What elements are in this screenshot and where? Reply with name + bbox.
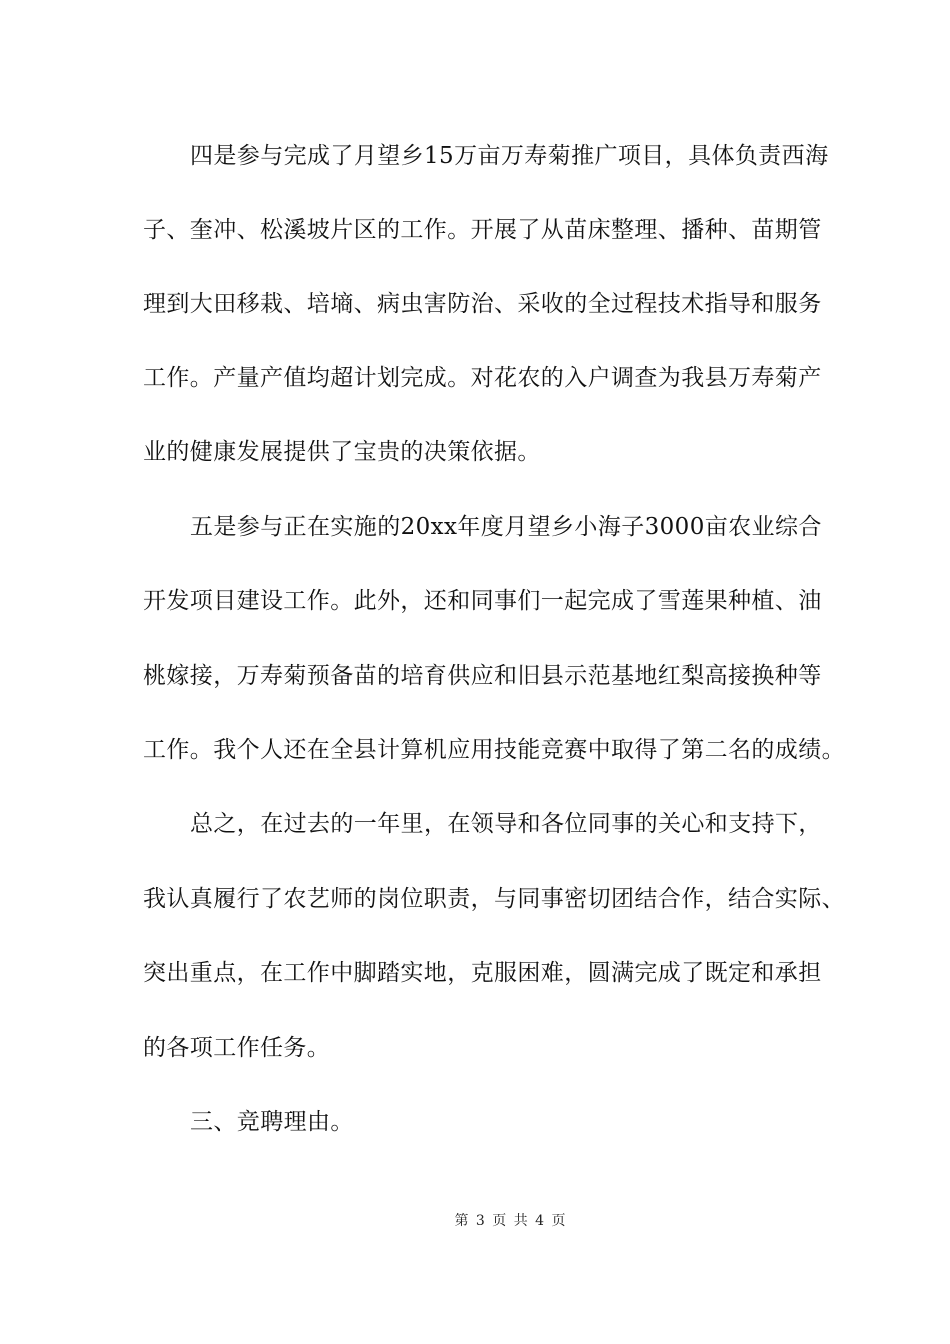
paragraph-summary-line-1: 总之，在过去的一年里，在领导和各位同事的关心和支持下， — [190, 811, 822, 837]
section-heading: 三、竞聘理由。 — [190, 1109, 354, 1135]
page-number-footer: 第 3 页 共 4 页 — [454, 1213, 566, 1229]
paragraph-4-line-3: 理到大田移栽、培墒、病虫害防治、采收的全过程技术指导和服务 — [143, 291, 822, 317]
paragraph-5-line-1: 五是参与正在实施的20xx年度月望乡小海子3000亩农业综合 — [190, 514, 822, 540]
paragraph-summary-line-4: 的各项工作任务。 — [143, 1035, 331, 1061]
paragraph-4-line-5: 业的健康发展提供了宝贵的决策依据。 — [143, 439, 541, 465]
paragraph-4-line-1: 四是参与完成了月望乡15万亩万寿菊推广项目，具体负责西海 — [190, 143, 829, 169]
paragraph-4-line-4: 工作。产量产值均超计划完成。对花农的入户调查为我县万寿菊产 — [143, 365, 822, 391]
paragraph-5-line-4: 工作。我个人还在全县计算机应用技能竞赛中取得了第二名的成绩。 — [143, 737, 845, 763]
paragraph-5-line-2: 开发项目建设工作。此外，还和同事们一起完成了雪莲果种植、油 — [143, 588, 822, 614]
paragraph-summary-line-3: 突出重点，在工作中脚踏实地，克服困难，圆满完成了既定和承担 — [143, 960, 822, 986]
paragraph-summary-line-2: 我认真履行了农艺师的岗位职责，与同事密切团结合作，结合实际、 — [143, 886, 845, 912]
paragraph-4-line-2: 子、奎冲、松溪坡片区的工作。开展了从苗床整理、播种、苗期管 — [143, 217, 822, 243]
paragraph-5-line-3: 桃嫁接，万寿菊预备苗的培育供应和旧县示范基地红梨高接换种等 — [143, 663, 822, 689]
